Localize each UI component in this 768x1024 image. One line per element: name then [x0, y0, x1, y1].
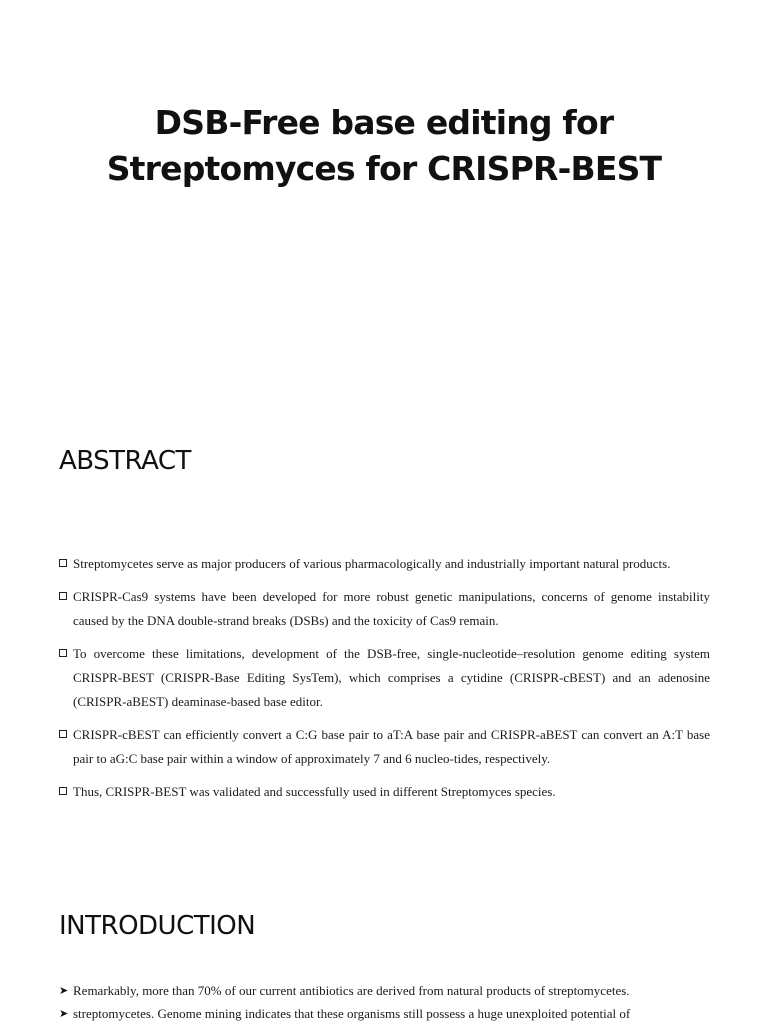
- introduction-bullet-text: streptomycetes. Genome mining indicates that these organisms still possess a huge unexploited potential of: [73, 1006, 631, 1021]
- abstract-bullet-text: CRISPR-Cas9 systems have been developed for more robust genetic manipulations, concerns of genome instability caused by the DNA double-strand breaks (DSBs) and the toxicity of Cas9 remain.: [73, 589, 710, 628]
- introduction-bullet-text: Remarkably, more than 70% of our current antibiotics are derived from natural products of streptomycetes.: [73, 983, 630, 998]
- abstract-heading: ABSTRACT: [59, 446, 191, 476]
- abstract-bullet-list: [59, 552, 710, 813]
- introduction-bullet-item: [59, 1002, 710, 1024]
- checkbox-square-icon: [59, 592, 67, 600]
- checkbox-square-icon: [59, 559, 67, 567]
- checkbox-square-icon: [59, 730, 67, 738]
- abstract-bullet-item: [59, 642, 710, 714]
- abstract-bullet-text: Thus, CRISPR-BEST was validated and successfully used in different Streptomyces species.: [73, 784, 556, 799]
- abstract-bullet-item: [59, 552, 710, 576]
- abstract-bullet-text: Streptomycetes serve as major producers of various pharmacologically and industrially important natural products.: [73, 556, 671, 571]
- abstract-bullet-item: [59, 585, 710, 633]
- document-title: [0, 100, 768, 192]
- abstract-bullet-item: [59, 780, 710, 804]
- introduction-bullet-list: [59, 979, 710, 1024]
- arrowhead-bullet-icon: ➤: [59, 985, 69, 997]
- checkbox-square-icon: [59, 649, 67, 657]
- abstract-bullet-item: [59, 723, 710, 771]
- arrowhead-bullet-icon: ➤: [59, 1008, 69, 1020]
- introduction-bullet-item: [59, 979, 710, 1002]
- introduction-heading: INTRODUCTION: [59, 911, 256, 941]
- abstract-bullet-text: To overcome these limitations, development of the DSB-free, single-nucleotide–resolution genome editing system CRISPR-BEST (CRISPR-Base Editing SysTem), which comprises a cytidine (CRISPR-cBEST) and an adenosine (CRISPR-aBEST) deaminase-based base editor.: [73, 646, 710, 709]
- abstract-bullet-text: CRISPR-cBEST can efficiently convert a C:G base pair to aT:A base pair and CRISPR-aBEST can convert an A:T base pair to aG:C base pair within a window of approximately 7 and 6 nucleo-tides, respectively.: [73, 727, 710, 766]
- title-line-1: DSB-Free base editing for: [154, 103, 614, 143]
- checkbox-square-icon: [59, 787, 67, 795]
- title-line-2: Streptomyces for CRISPR-BEST: [106, 149, 662, 189]
